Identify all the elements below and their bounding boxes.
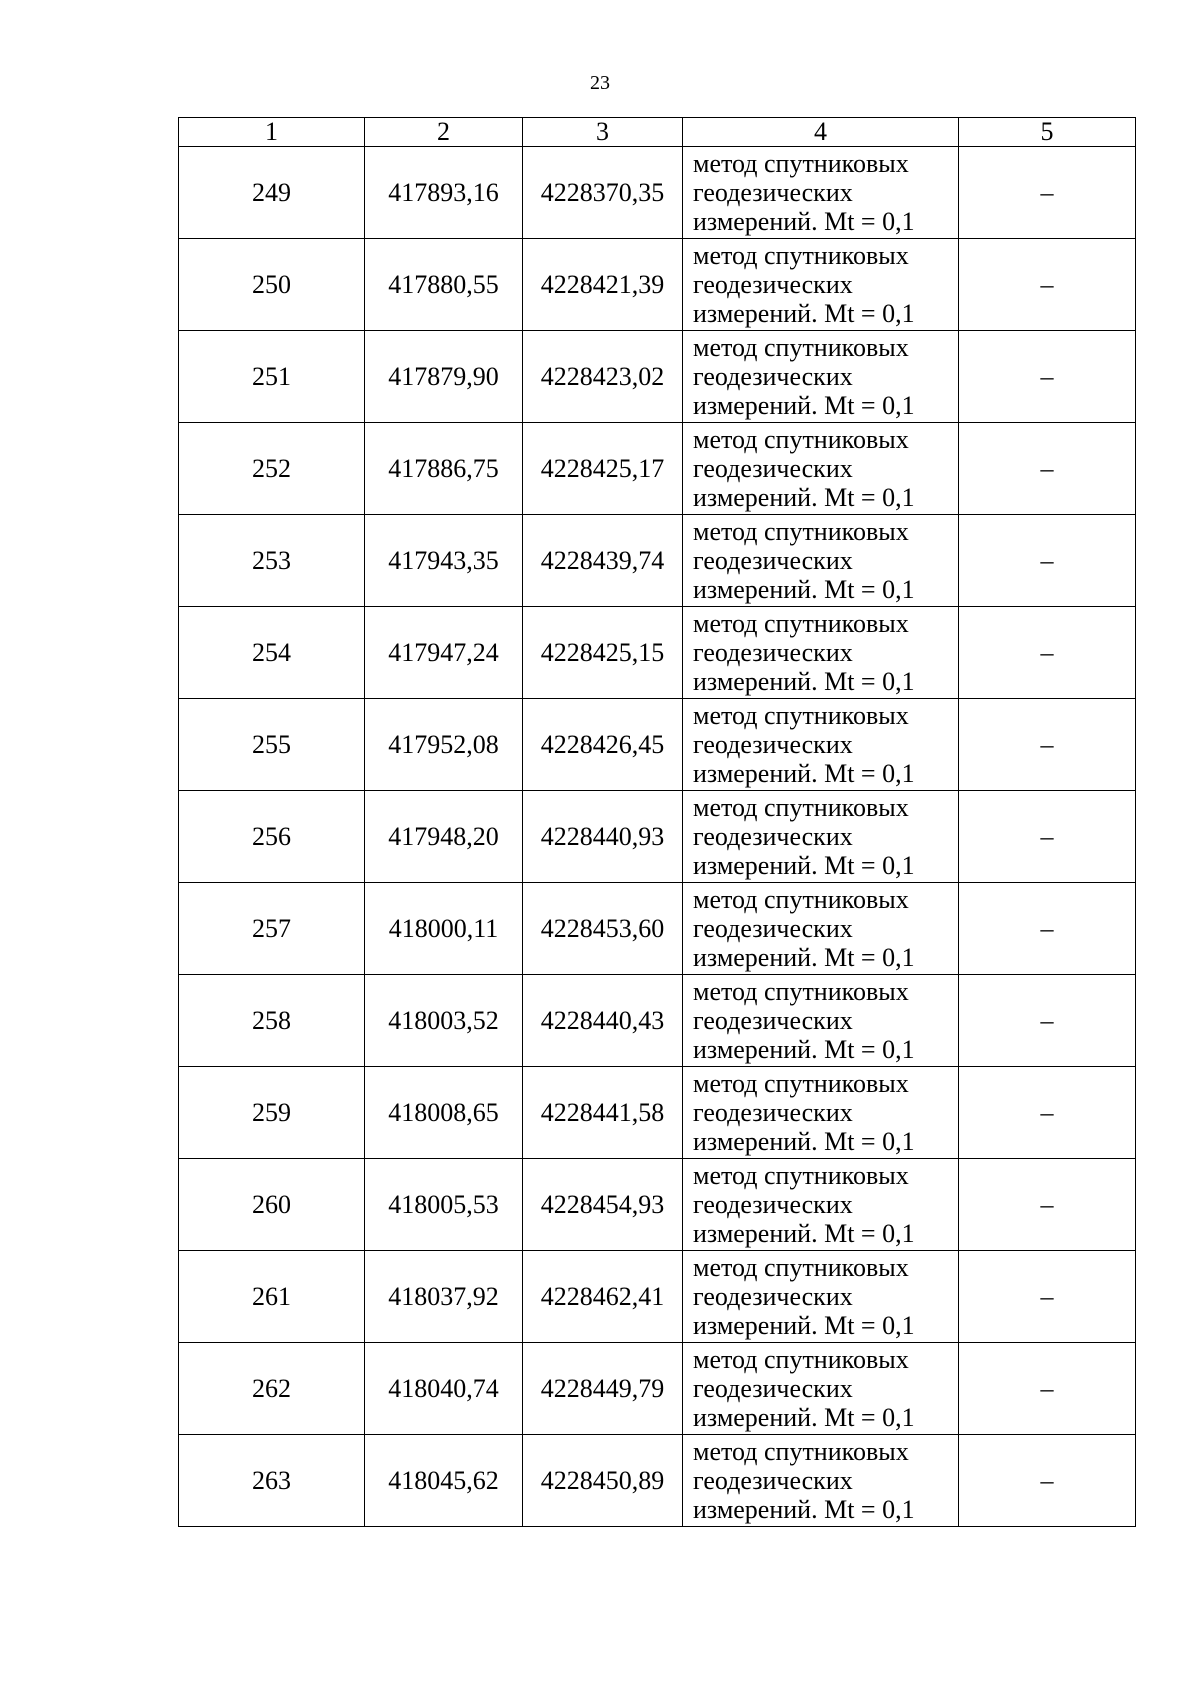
method-line: измерений. Mt = 0,1 bbox=[693, 207, 915, 236]
point-number-cell: 257 bbox=[179, 883, 365, 975]
point-number-cell: 251 bbox=[179, 331, 365, 423]
y-coordinate-cell: 4228440,93 bbox=[523, 791, 683, 883]
method-line: метод спутниковых bbox=[693, 149, 909, 178]
method-line: метод спутниковых bbox=[693, 241, 909, 270]
point-number-cell: 260 bbox=[179, 1159, 365, 1251]
point-number-cell: 258 bbox=[179, 975, 365, 1067]
note-cell: – bbox=[959, 331, 1136, 423]
column-header: 2 bbox=[365, 118, 523, 147]
method-line: измерений. Mt = 0,1 bbox=[693, 575, 915, 604]
method-line: геодезических bbox=[693, 914, 853, 943]
x-coordinate-cell: 418037,92 bbox=[365, 1251, 523, 1343]
table-header-row bbox=[179, 118, 1136, 147]
y-coordinate-cell: 4228453,60 bbox=[523, 883, 683, 975]
table-row bbox=[179, 1343, 1136, 1435]
method-line: геодезических bbox=[693, 454, 853, 483]
x-coordinate-cell: 418005,53 bbox=[365, 1159, 523, 1251]
note-cell: – bbox=[959, 239, 1136, 331]
method-line: измерений. Mt = 0,1 bbox=[693, 1311, 915, 1340]
note-cell: – bbox=[959, 1251, 1136, 1343]
x-coordinate-cell: 418003,52 bbox=[365, 975, 523, 1067]
note-cell: – bbox=[959, 1067, 1136, 1159]
method-cell bbox=[683, 791, 959, 883]
method-line: метод спутниковых bbox=[693, 1345, 909, 1374]
table-row bbox=[179, 699, 1136, 791]
method-cell bbox=[683, 883, 959, 975]
method-line: метод спутниковых bbox=[693, 1253, 909, 1282]
y-coordinate-cell: 4228450,89 bbox=[523, 1435, 683, 1527]
method-line: измерений. Mt = 0,1 bbox=[693, 943, 915, 972]
method-line: измерений. Mt = 0,1 bbox=[693, 667, 915, 696]
column-header: 4 bbox=[683, 118, 959, 147]
method-cell bbox=[683, 1067, 959, 1159]
point-number-cell: 261 bbox=[179, 1251, 365, 1343]
note-cell: – bbox=[959, 607, 1136, 699]
method-line: метод спутниковых bbox=[693, 333, 909, 362]
method-line: геодезических bbox=[693, 730, 853, 759]
y-coordinate-cell: 4228370,35 bbox=[523, 147, 683, 239]
method-line: измерений. Mt = 0,1 bbox=[693, 391, 915, 420]
y-coordinate-cell: 4228439,74 bbox=[523, 515, 683, 607]
table-row bbox=[179, 1159, 1136, 1251]
method-line: геодезических bbox=[693, 1282, 853, 1311]
column-header: 3 bbox=[523, 118, 683, 147]
point-number-cell: 252 bbox=[179, 423, 365, 515]
method-line: метод спутниковых bbox=[693, 977, 909, 1006]
method-cell bbox=[683, 607, 959, 699]
point-number-cell: 263 bbox=[179, 1435, 365, 1527]
x-coordinate-cell: 417947,24 bbox=[365, 607, 523, 699]
note-cell: – bbox=[959, 975, 1136, 1067]
note-cell: – bbox=[959, 699, 1136, 791]
method-line: метод спутниковых bbox=[693, 701, 909, 730]
method-cell bbox=[683, 239, 959, 331]
method-line: измерений. Mt = 0,1 bbox=[693, 851, 915, 880]
method-line: геодезических bbox=[693, 1374, 853, 1403]
note-cell: – bbox=[959, 515, 1136, 607]
x-coordinate-cell: 418045,62 bbox=[365, 1435, 523, 1527]
method-cell bbox=[683, 1159, 959, 1251]
method-line: метод спутниковых bbox=[693, 425, 909, 454]
method-line: измерений. Mt = 0,1 bbox=[693, 1035, 915, 1064]
method-cell bbox=[683, 975, 959, 1067]
method-line: измерений. Mt = 0,1 bbox=[693, 1127, 915, 1156]
table-row bbox=[179, 515, 1136, 607]
method-line: измерений. Mt = 0,1 bbox=[693, 299, 915, 328]
coordinates-table bbox=[178, 117, 1136, 1527]
method-line: геодезических bbox=[693, 638, 853, 667]
method-cell bbox=[683, 1343, 959, 1435]
method-line: измерений. Mt = 0,1 bbox=[693, 759, 915, 788]
method-line: геодезических bbox=[693, 1098, 853, 1127]
method-line: геодезических bbox=[693, 1190, 853, 1219]
point-number-cell: 249 bbox=[179, 147, 365, 239]
note-cell: – bbox=[959, 1159, 1136, 1251]
column-header: 5 bbox=[959, 118, 1136, 147]
point-number-cell: 259 bbox=[179, 1067, 365, 1159]
x-coordinate-cell: 417893,16 bbox=[365, 147, 523, 239]
y-coordinate-cell: 4228423,02 bbox=[523, 331, 683, 423]
note-cell: – bbox=[959, 147, 1136, 239]
note-cell: – bbox=[959, 791, 1136, 883]
x-coordinate-cell: 417948,20 bbox=[365, 791, 523, 883]
x-coordinate-cell: 417879,90 bbox=[365, 331, 523, 423]
y-coordinate-cell: 4228454,93 bbox=[523, 1159, 683, 1251]
table-row bbox=[179, 331, 1136, 423]
point-number-cell: 254 bbox=[179, 607, 365, 699]
method-cell bbox=[683, 423, 959, 515]
method-line: измерений. Mt = 0,1 bbox=[693, 483, 915, 512]
point-number-cell: 253 bbox=[179, 515, 365, 607]
note-cell: – bbox=[959, 1343, 1136, 1435]
method-cell bbox=[683, 331, 959, 423]
method-line: измерений. Mt = 0,1 bbox=[693, 1403, 915, 1432]
note-cell: – bbox=[959, 883, 1136, 975]
method-line: геодезических bbox=[693, 822, 853, 851]
method-cell bbox=[683, 699, 959, 791]
table-row bbox=[179, 791, 1136, 883]
method-cell bbox=[683, 147, 959, 239]
method-line: геодезических bbox=[693, 1466, 853, 1495]
method-line: метод спутниковых bbox=[693, 793, 909, 822]
table-row bbox=[179, 423, 1136, 515]
x-coordinate-cell: 418040,74 bbox=[365, 1343, 523, 1435]
method-line: метод спутниковых bbox=[693, 885, 909, 914]
y-coordinate-cell: 4228441,58 bbox=[523, 1067, 683, 1159]
note-cell: – bbox=[959, 423, 1136, 515]
page-number: 23 bbox=[590, 72, 610, 94]
y-coordinate-cell: 4228462,41 bbox=[523, 1251, 683, 1343]
method-line: метод спутниковых bbox=[693, 609, 909, 638]
y-coordinate-cell: 4228426,45 bbox=[523, 699, 683, 791]
method-line: метод спутниковых bbox=[693, 1161, 909, 1190]
x-coordinate-cell: 417952,08 bbox=[365, 699, 523, 791]
y-coordinate-cell: 4228425,17 bbox=[523, 423, 683, 515]
method-line: метод спутниковых bbox=[693, 517, 909, 546]
method-line: геодезических bbox=[693, 270, 853, 299]
y-coordinate-cell: 4228449,79 bbox=[523, 1343, 683, 1435]
column-header: 1 bbox=[179, 118, 365, 147]
point-number-cell: 262 bbox=[179, 1343, 365, 1435]
table-row bbox=[179, 1435, 1136, 1527]
x-coordinate-cell: 417886,75 bbox=[365, 423, 523, 515]
method-line: измерений. Mt = 0,1 bbox=[693, 1495, 915, 1524]
y-coordinate-cell: 4228421,39 bbox=[523, 239, 683, 331]
table-row bbox=[179, 1067, 1136, 1159]
point-number-cell: 255 bbox=[179, 699, 365, 791]
table-row bbox=[179, 1251, 1136, 1343]
method-line: геодезических bbox=[693, 546, 853, 575]
x-coordinate-cell: 418008,65 bbox=[365, 1067, 523, 1159]
table-row bbox=[179, 975, 1136, 1067]
table-row bbox=[179, 883, 1136, 975]
y-coordinate-cell: 4228440,43 bbox=[523, 975, 683, 1067]
method-cell bbox=[683, 1435, 959, 1527]
method-line: метод спутниковых bbox=[693, 1069, 909, 1098]
method-cell bbox=[683, 515, 959, 607]
point-number-cell: 256 bbox=[179, 791, 365, 883]
x-coordinate-cell: 418000,11 bbox=[365, 883, 523, 975]
x-coordinate-cell: 417880,55 bbox=[365, 239, 523, 331]
method-line: геодезических bbox=[693, 178, 853, 207]
table-row bbox=[179, 147, 1136, 239]
y-coordinate-cell: 4228425,15 bbox=[523, 607, 683, 699]
method-line: геодезических bbox=[693, 1006, 853, 1035]
method-cell bbox=[683, 1251, 959, 1343]
table-row bbox=[179, 607, 1136, 699]
point-number-cell: 250 bbox=[179, 239, 365, 331]
method-line: измерений. Mt = 0,1 bbox=[693, 1219, 915, 1248]
method-line: геодезических bbox=[693, 362, 853, 391]
x-coordinate-cell: 417943,35 bbox=[365, 515, 523, 607]
method-line: метод спутниковых bbox=[693, 1437, 909, 1466]
table-row bbox=[179, 239, 1136, 331]
note-cell: – bbox=[959, 1435, 1136, 1527]
